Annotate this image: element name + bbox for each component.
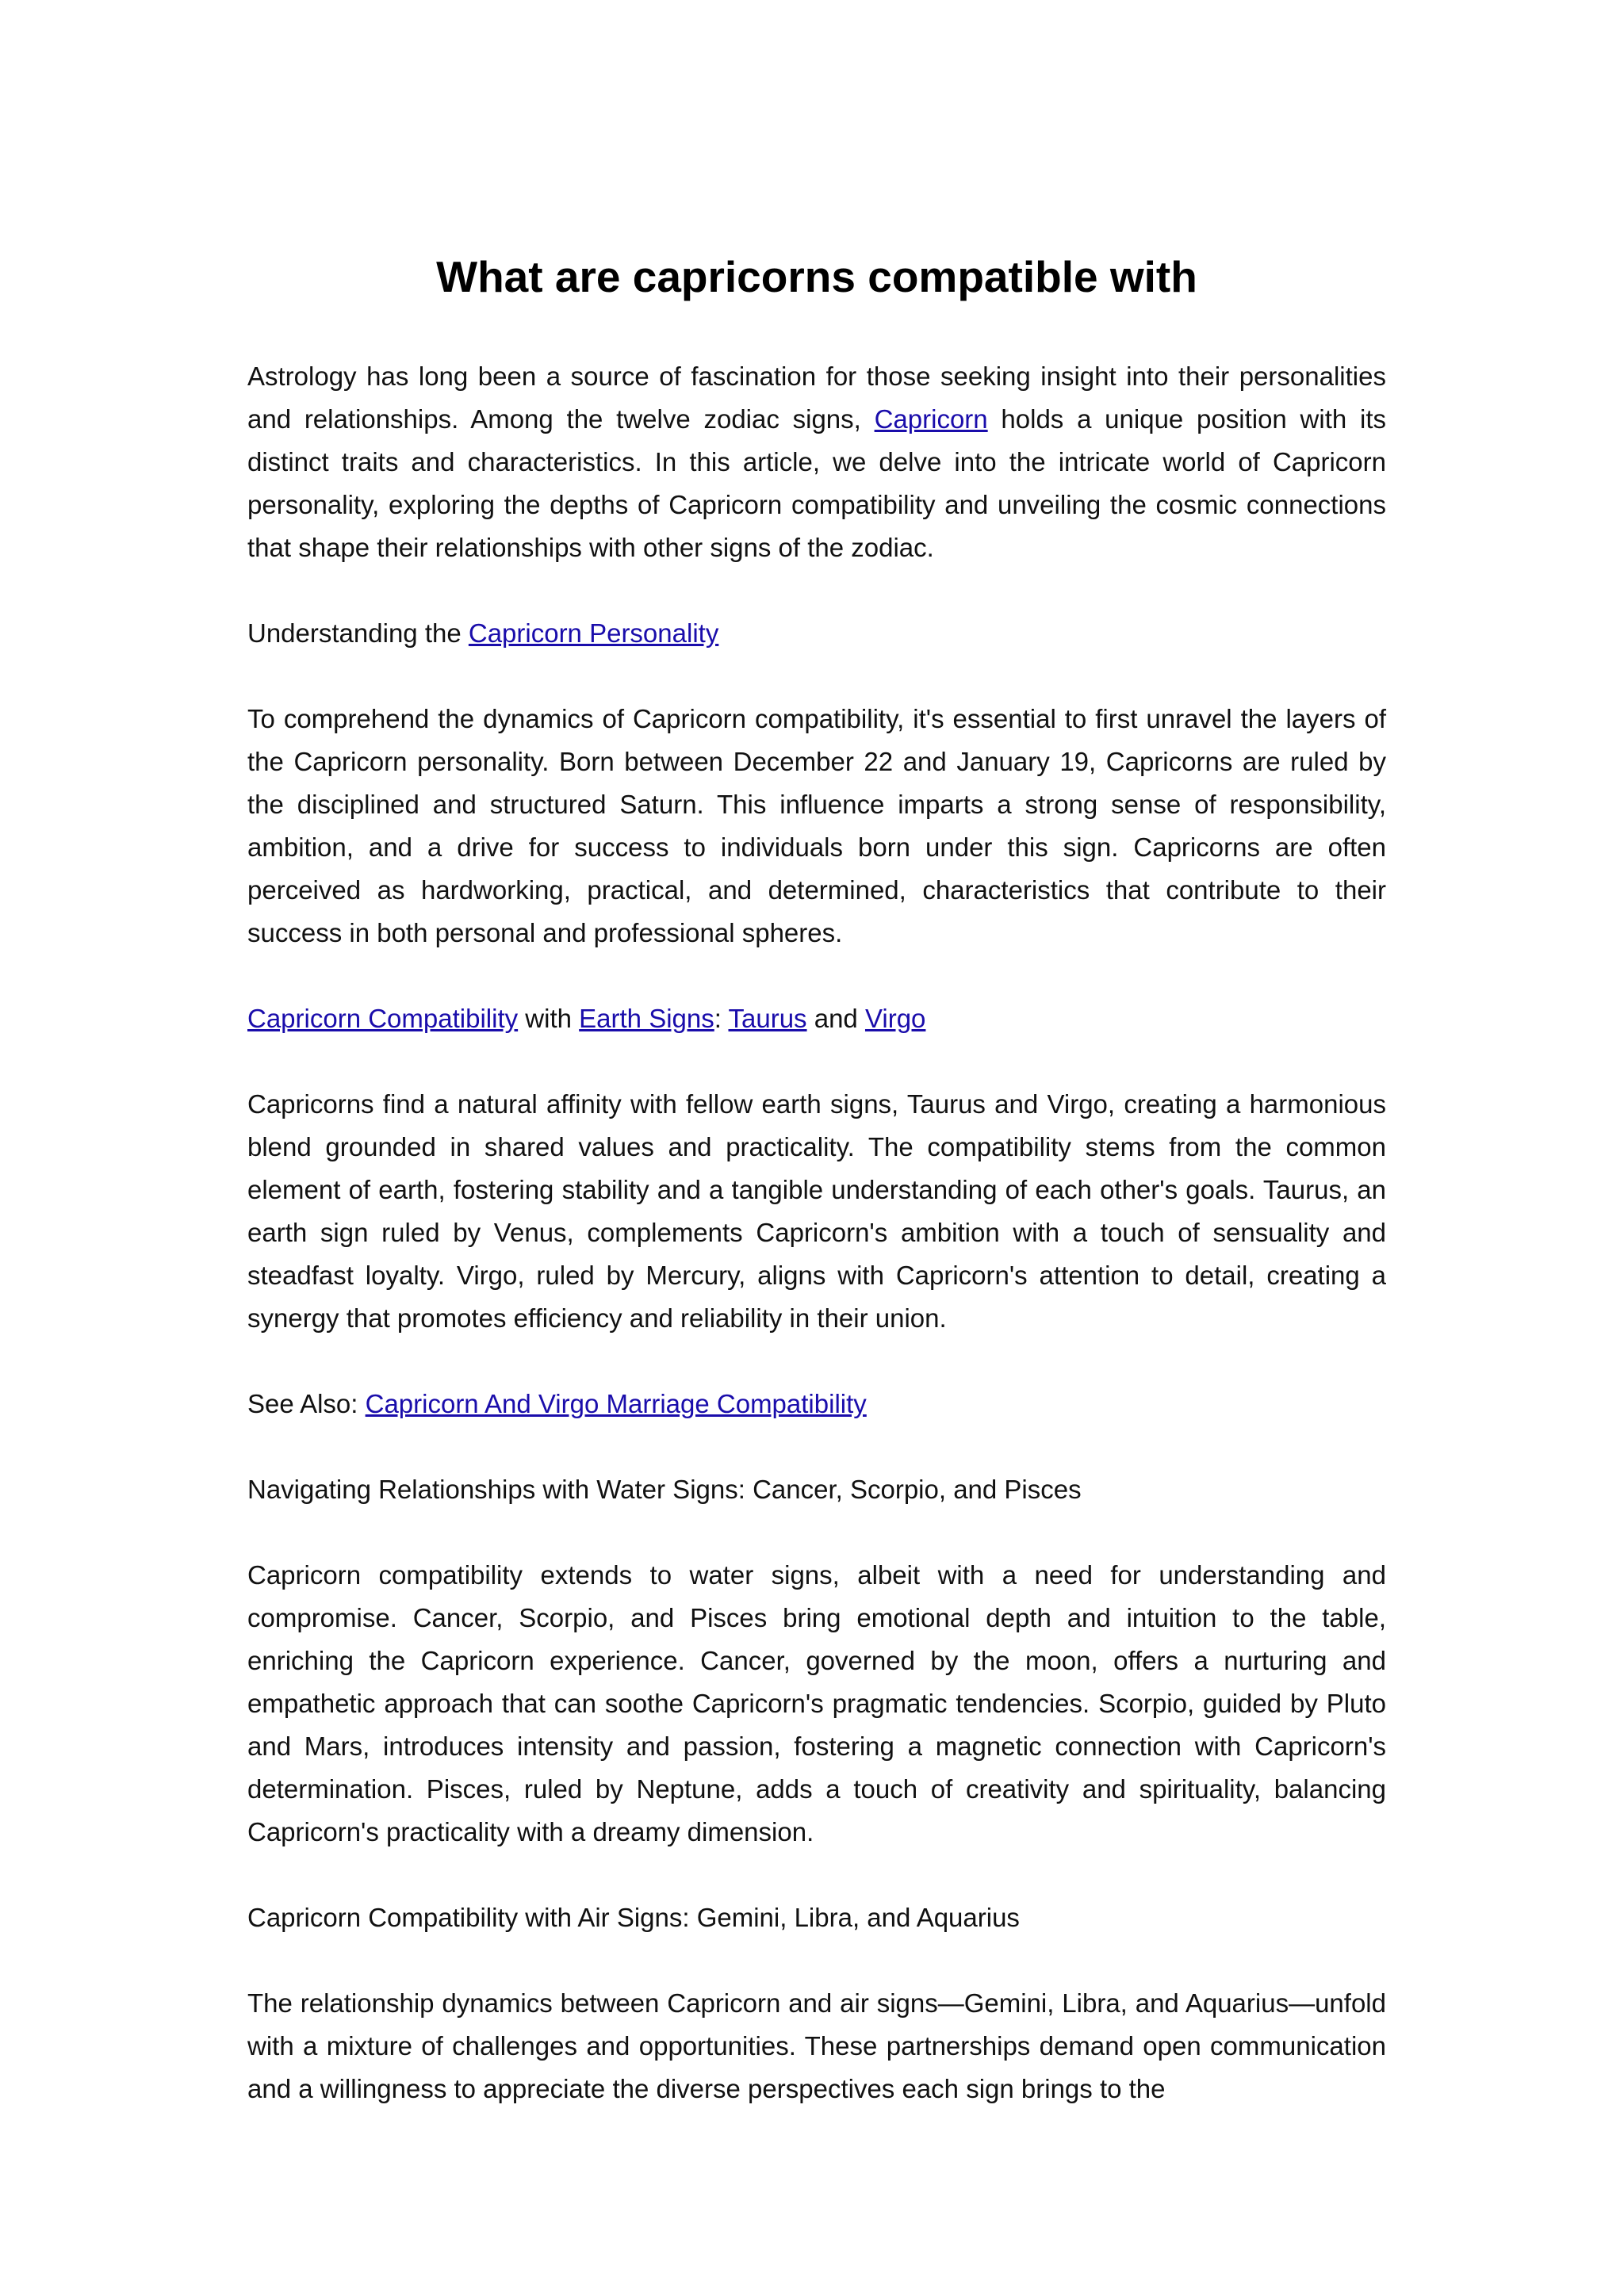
earth-signs-paragraph: Capricorns find a natural affinity with fellow earth signs, Taurus and Virgo, creating a harmonious blend grounded in shared values and practicality. The compatibility stems from the common element of earth, fostering stability and a tangible understanding of each other's goals. Taurus, an earth sign ruled by Venus, complements Capricorn's ambition with a touch of sensuality and steadfast loyalty. Virgo, ruled by Mercury, aligns with Capricorn's attention to detail, creating a synergy that promotes efficiency and reliability in their union.: [247, 1089, 1386, 1333]
capricorn-virgo-marriage-link[interactable]: Capricorn And Virgo Marriage Compatibility: [365, 1389, 867, 1418]
virgo-link[interactable]: Virgo: [864, 1004, 926, 1033]
heading-and-text: and: [806, 1004, 865, 1033]
capricorn-personality-link[interactable]: Capricorn Personality: [468, 618, 719, 648]
intro-paragraph: [247, 355, 1386, 569]
air-signs-paragraph: The relationship dynamics between Capricorn and air signs—Gemini, Libra, and Aquarius—unfold with a mixture of challenges and opportunities. These partnerships demand open communication and a willingness to appreciate the diverse perspectives each sign brings to the: [247, 1988, 1386, 2103]
intro-text-after: holds a unique position with its distinct traits and characteristics. In this article, we delve into the intricate world of Capricorn personality, exploring the depths of Capricorn compatibility and unveiling the cosmic connections that shape their relationships with other signs of the zodiac.: [247, 404, 1386, 562]
section-heading-earth-signs: [247, 997, 1386, 1040]
section-heading-personality: [247, 612, 1386, 655]
section-heading-water-signs: Navigating Relationships with Water Signs: Cancer, Scorpio, and Pisces: [247, 1475, 1082, 1504]
earth-signs-link[interactable]: Earth Signs: [579, 1004, 714, 1033]
heading-colon-text: :: [714, 1004, 729, 1033]
intro-text-before: Astrology has long been a source of fascination for those seeking insight into their personalities and relationships. Among the twelve zodiac signs,: [247, 362, 1386, 434]
document-page: [247, 246, 1386, 2110]
capricorn-link[interactable]: Capricorn: [874, 404, 988, 434]
see-also-line: [247, 1383, 1386, 1425]
personality-paragraph: To comprehend the dynamics of Capricorn compatibility, it's essential to first unravel the layers of the Capricorn personality. Born between December 22 and January 19, Capricorns are ruled by the disciplined and structured Saturn. This influence imparts a strong sense of responsibility, ambition, and a drive for success to individuals born under this sign. Capricorns are often perceived as hardworking, practical, and determined, characteristics that contribute to their success in both personal and professional spheres.: [247, 704, 1386, 947]
heading-with-text: with: [518, 1004, 580, 1033]
heading-prefix: Understanding the: [247, 618, 469, 648]
taurus-link[interactable]: Taurus: [728, 1004, 807, 1033]
page-title: What are capricorns compatible with: [436, 252, 1197, 301]
water-signs-paragraph: Capricorn compatibility extends to water signs, albeit with a need for understanding and compromise. Cancer, Scorpio, and Pisces bring emotional depth and intuition to the table, enriching the Capricorn experience. Cancer, governed by the moon, offers a nurturing and empathetic approach that can soothe Capricorn's pragmatic tendencies. Scorpio, guided by Pluto and Mars, introduces intensity and passion, fostering a magnetic connection with Capricorn's determination. Pisces, ruled by Neptune, adds a touch of creativity and spirituality, balancing Capricorn's practicality with a dreamy dimension.: [247, 1560, 1386, 1846]
capricorn-compatibility-link[interactable]: Capricorn Compatibility: [247, 1004, 519, 1033]
section-heading-air-signs: Capricorn Compatibility with Air Signs: Gemini, Libra, and Aquarius: [247, 1903, 1020, 1932]
see-also-prefix: See Also:: [247, 1389, 366, 1418]
